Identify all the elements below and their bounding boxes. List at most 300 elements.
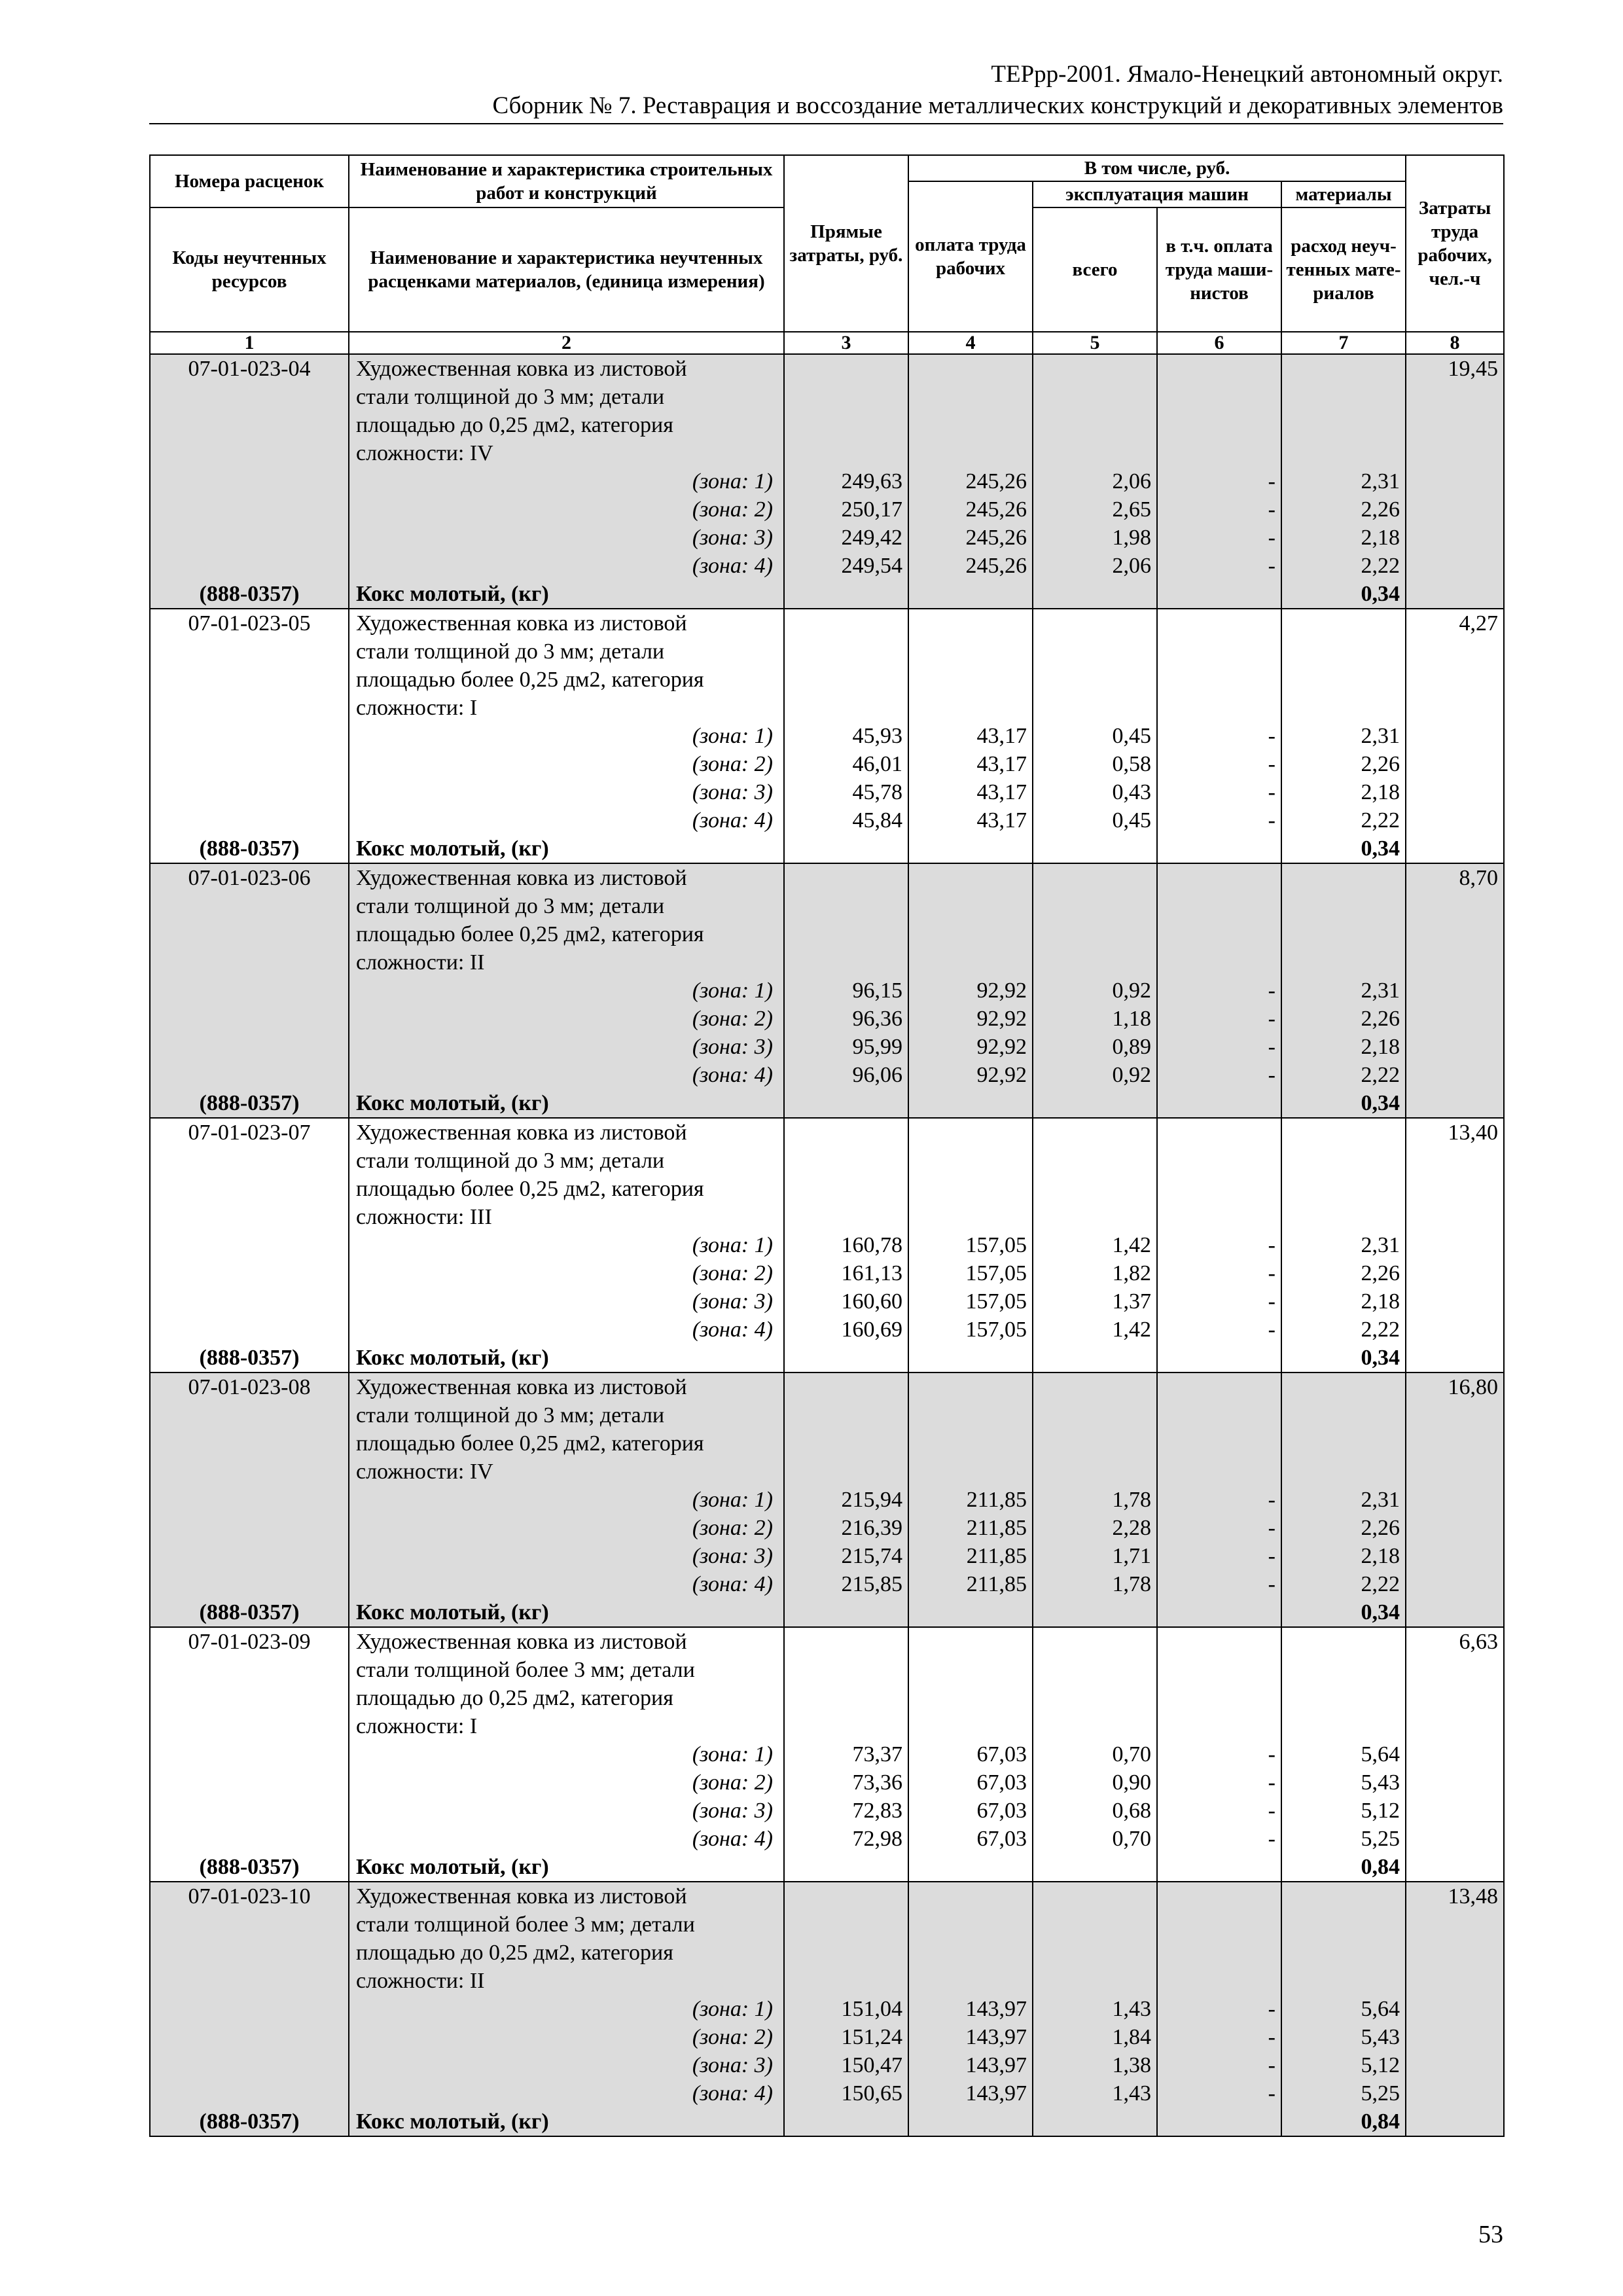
th-materialy: материалы xyxy=(1281,181,1406,207)
wages-cell xyxy=(908,354,1033,609)
description-line: стали толщиной более 3 мм; детали xyxy=(356,1658,695,1682)
direct-cost-value: 215,94 xyxy=(841,1488,902,1512)
spacer xyxy=(156,1147,343,1175)
spacer xyxy=(1287,355,1400,383)
materials-value: 5,43 xyxy=(1361,2025,1400,2049)
machines-total-cell xyxy=(1033,1118,1157,1372)
spacer xyxy=(914,1712,1027,1740)
spacer xyxy=(914,920,1027,948)
operators-wages-value: - xyxy=(1268,724,1275,748)
machines-total-value: 2,06 xyxy=(1112,554,1151,578)
machines-total-value: 1,84 xyxy=(1112,2025,1151,2049)
spacer xyxy=(790,1628,902,1656)
spacer xyxy=(156,778,343,806)
machines-total-value: 0,43 xyxy=(1112,780,1151,804)
direct-cost-value: 46,01 xyxy=(852,752,902,776)
spacer xyxy=(914,1203,1027,1231)
direct-cost-value: 73,36 xyxy=(852,1770,902,1795)
operators-wages-value: - xyxy=(1268,469,1275,493)
description-line: стали толщиной до 3 мм; детали xyxy=(356,385,665,409)
wages-cell xyxy=(908,863,1033,1118)
spacer xyxy=(156,948,343,977)
spacer xyxy=(1039,834,1151,863)
zone-label: (зона: 4) xyxy=(692,2081,773,2106)
operators-wages-cell xyxy=(1157,609,1281,863)
wages-cell xyxy=(908,1372,1033,1627)
machines-total-cell xyxy=(1033,354,1157,609)
spacer xyxy=(156,1486,343,1514)
running-header-line2: Сборник № 7. Реставрация и воссоздание металлических конструкций и декоративных элементов xyxy=(492,92,1503,119)
resource-qty: 0,84 xyxy=(1361,2109,1400,2134)
th-vtom: В том числе, руб. xyxy=(908,155,1406,181)
col-num: 8 xyxy=(1406,332,1504,354)
materials-value: 2,22 xyxy=(1361,554,1400,578)
description-line: сложности: IV xyxy=(356,1460,493,1484)
wages-value: 245,26 xyxy=(965,497,1027,522)
spacer xyxy=(1039,864,1151,892)
spacer xyxy=(914,411,1027,439)
materials-value: 2,22 xyxy=(1361,1063,1400,1087)
spacer xyxy=(914,1119,1027,1147)
spacer xyxy=(914,439,1027,467)
direct-cost-value: 45,93 xyxy=(852,724,902,748)
zone-label: (зона: 3) xyxy=(692,526,773,550)
materials-cell xyxy=(1281,354,1406,609)
spacer xyxy=(1039,580,1151,608)
spacer xyxy=(1163,1628,1275,1656)
wages-value: 245,26 xyxy=(965,554,1027,578)
spacer xyxy=(1287,1656,1400,1684)
operators-wages-value: - xyxy=(1268,526,1275,550)
resource-name: Кокс молотый, (кг) xyxy=(356,1600,549,1624)
wages-cell xyxy=(908,1882,1033,2136)
wages-value: 211,85 xyxy=(966,1572,1027,1596)
spacer xyxy=(790,609,902,637)
spacer xyxy=(156,1995,343,2023)
rate-code: 07-01-023-07 xyxy=(188,1121,311,1145)
resource-code: (888-0357) xyxy=(199,1600,300,1624)
operators-wages-value: - xyxy=(1268,1572,1275,1596)
spacer xyxy=(914,948,1027,977)
zone-label: (зона: 2) xyxy=(692,1516,773,1540)
description-line: площадью более 0,25 дм2, категория xyxy=(356,1177,704,1201)
labor-cell xyxy=(1406,609,1504,863)
spacer xyxy=(156,1740,343,1768)
machines-total-value: 2,28 xyxy=(1112,1516,1151,1540)
spacer xyxy=(1039,1656,1151,1684)
spacer xyxy=(156,977,343,1005)
description-cell xyxy=(349,863,784,1118)
spacer xyxy=(1287,1147,1400,1175)
materials-value: 2,31 xyxy=(1361,469,1400,493)
operators-wages-cell xyxy=(1157,1372,1281,1627)
spacer xyxy=(790,1853,902,1881)
spacer xyxy=(790,834,902,863)
spacer xyxy=(790,439,902,467)
spacer xyxy=(1163,2108,1275,2136)
operators-wages-value: - xyxy=(1268,1035,1275,1059)
description-line: стали толщиной более 3 мм; детали xyxy=(356,1912,695,1937)
th-kody: Коды неучтенных ресурсов xyxy=(150,207,349,332)
direct-cost-value: 161,13 xyxy=(841,1261,902,1285)
description-line: стали толщиной до 3 мм; детали xyxy=(356,639,665,664)
wages-cell xyxy=(908,1118,1033,1372)
description-line: сложности: I xyxy=(356,1714,478,1738)
spacer xyxy=(914,1684,1027,1712)
zone-label: (зона: 2) xyxy=(692,1261,773,1285)
operators-wages-value: - xyxy=(1268,978,1275,1003)
spacer xyxy=(156,1967,343,1995)
spacer xyxy=(156,1542,343,1570)
th-naim2: Наименование и характеристика неучтенных расценками материалов, (единица измерения) xyxy=(349,207,784,332)
wages-value: 157,05 xyxy=(965,1289,1027,1314)
wages-value: 67,03 xyxy=(976,1770,1027,1795)
zone-label: (зона: 2) xyxy=(692,497,773,522)
spacer xyxy=(914,892,1027,920)
spacer xyxy=(156,750,343,778)
zone-label: (зона: 1) xyxy=(692,1742,773,1767)
rate-code: 07-01-023-05 xyxy=(188,611,311,636)
spacer xyxy=(156,1797,343,1825)
operators-wages-value: - xyxy=(1268,1318,1275,1342)
materials-cell xyxy=(1281,1372,1406,1627)
spacer xyxy=(790,1147,902,1175)
spacer xyxy=(1039,2108,1151,2136)
wages-value: 92,92 xyxy=(976,1007,1027,1031)
spacer xyxy=(156,495,343,524)
spacer xyxy=(156,1825,343,1853)
machines-total-value: 1,42 xyxy=(1112,1233,1151,1257)
spacer xyxy=(1287,1175,1400,1203)
spacer xyxy=(1039,666,1151,694)
direct-cost-value: 250,17 xyxy=(841,497,902,522)
spacer xyxy=(156,1458,343,1486)
labor-value: 16,80 xyxy=(1448,1375,1499,1399)
spacer xyxy=(1039,1910,1151,1939)
operators-wages-value: - xyxy=(1268,1742,1275,1767)
th-oplata: оплата труда рабочих xyxy=(908,181,1033,332)
wages-value: 143,97 xyxy=(965,1997,1027,2021)
spacer xyxy=(1163,609,1275,637)
zone-label: (зона: 4) xyxy=(692,554,773,578)
direct-cost-cell xyxy=(784,1372,908,1627)
operators-wages-cell xyxy=(1157,354,1281,609)
spacer xyxy=(156,1287,343,1316)
spacer xyxy=(790,580,902,608)
labor-cell xyxy=(1406,1372,1504,1627)
machines-total-value: 0,92 xyxy=(1112,1063,1151,1087)
rate-code: 07-01-023-09 xyxy=(188,1630,311,1654)
spacer xyxy=(1287,1458,1400,1486)
machines-total-value: 1,98 xyxy=(1112,526,1151,550)
description-line: сложности: IV xyxy=(356,441,493,465)
operators-wages-value: - xyxy=(1268,1233,1275,1257)
materials-cell xyxy=(1281,1627,1406,1882)
code-cell xyxy=(150,609,349,863)
spacer xyxy=(914,383,1027,411)
direct-cost-value: 95,99 xyxy=(852,1035,902,1059)
spacer xyxy=(1163,1373,1275,1401)
spacer xyxy=(1163,1175,1275,1203)
col-num: 6 xyxy=(1157,332,1281,354)
spacer xyxy=(914,355,1027,383)
spacer xyxy=(1287,892,1400,920)
spacer xyxy=(1163,1853,1275,1881)
spacer xyxy=(1163,383,1275,411)
labor-cell xyxy=(1406,1627,1504,1882)
wages-value: 67,03 xyxy=(976,1799,1027,1823)
wages-value: 67,03 xyxy=(976,1742,1027,1767)
col-num: 2 xyxy=(349,332,784,354)
spacer xyxy=(1163,1344,1275,1372)
spacer xyxy=(156,1656,343,1684)
rate-code: 07-01-023-08 xyxy=(188,1375,311,1399)
direct-cost-cell xyxy=(784,1118,908,1372)
operators-wages-value: - xyxy=(1268,1516,1275,1540)
wages-cell xyxy=(908,609,1033,863)
spacer xyxy=(790,1458,902,1486)
code-cell xyxy=(150,1882,349,2136)
wages-value: 157,05 xyxy=(965,1318,1027,1342)
spacer xyxy=(790,1203,902,1231)
description-cell xyxy=(349,1627,784,1882)
machines-total-value: 0,90 xyxy=(1112,1770,1151,1795)
spacer xyxy=(790,1910,902,1939)
spacer xyxy=(790,1344,902,1372)
zone-label: (зона: 4) xyxy=(692,1827,773,1851)
spacer xyxy=(914,1344,1027,1372)
wages-value: 43,17 xyxy=(976,724,1027,748)
direct-cost-value: 45,78 xyxy=(852,780,902,804)
resource-qty: 0,84 xyxy=(1361,1855,1400,1879)
labor-cell xyxy=(1406,354,1504,609)
materials-value: 2,31 xyxy=(1361,724,1400,748)
zone-label: (зона: 1) xyxy=(692,978,773,1003)
spacer xyxy=(1163,1089,1275,1117)
direct-cost-value: 215,74 xyxy=(841,1544,902,1568)
table-body xyxy=(150,354,1504,2136)
zone-label: (зона: 1) xyxy=(692,1488,773,1512)
spacer xyxy=(1287,1401,1400,1429)
spacer xyxy=(1039,411,1151,439)
direct-cost-value: 216,39 xyxy=(841,1516,902,1540)
operators-wages-value: - xyxy=(1268,1261,1275,1285)
spacer xyxy=(1287,1967,1400,1995)
spacer xyxy=(1039,1882,1151,1910)
materials-value: 2,18 xyxy=(1361,1289,1400,1314)
spacer xyxy=(790,1089,902,1117)
materials-cell xyxy=(1281,1118,1406,1372)
direct-cost-value: 249,42 xyxy=(841,526,902,550)
spacer xyxy=(1039,1458,1151,1486)
rate-code: 07-01-023-06 xyxy=(188,866,311,890)
materials-value: 2,18 xyxy=(1361,780,1400,804)
spacer xyxy=(1039,1147,1151,1175)
code-cell xyxy=(150,863,349,1118)
operators-wages-value: - xyxy=(1268,1997,1275,2021)
spacer xyxy=(1039,637,1151,666)
spacer xyxy=(1163,439,1275,467)
operators-wages-value: - xyxy=(1268,1827,1275,1851)
rate-code: 07-01-023-10 xyxy=(188,1884,311,1909)
direct-cost-cell xyxy=(784,1882,908,2136)
spacer xyxy=(1287,1429,1400,1458)
spacer xyxy=(1163,694,1275,722)
spacer xyxy=(1287,1882,1400,1910)
wages-value: 157,05 xyxy=(965,1261,1027,1285)
zone-label: (зона: 4) xyxy=(692,1318,773,1342)
spacer xyxy=(156,1033,343,1061)
operators-wages-cell xyxy=(1157,1627,1281,1882)
zone-label: (зона: 2) xyxy=(692,752,773,776)
direct-cost-value: 96,36 xyxy=(852,1007,902,1031)
spacer xyxy=(914,1939,1027,1967)
resource-name: Кокс молотый, (кг) xyxy=(356,2109,549,2134)
direct-cost-value: 150,65 xyxy=(841,2081,902,2106)
description-line: сложности: II xyxy=(356,950,485,975)
machines-total-value: 1,37 xyxy=(1112,1289,1151,1314)
spacer xyxy=(156,2023,343,2051)
materials-cell xyxy=(1281,863,1406,1118)
resource-code: (888-0357) xyxy=(199,1091,300,1115)
machines-total-value: 1,82 xyxy=(1112,1261,1151,1285)
resource-qty: 0,34 xyxy=(1361,1346,1400,1370)
spacer xyxy=(1163,637,1275,666)
spacer xyxy=(156,1429,343,1458)
zone-label: (зона: 3) xyxy=(692,2053,773,2077)
zone-label: (зона: 2) xyxy=(692,1007,773,1031)
rate-row xyxy=(150,354,1504,609)
materials-value: 5,25 xyxy=(1361,1827,1400,1851)
machines-total-cell xyxy=(1033,1882,1157,2136)
description-line: площадью до 0,25 дм2, категория xyxy=(356,1686,673,1710)
zone-label: (зона: 4) xyxy=(692,808,773,833)
th-vtch: в т.ч. оплата труда маши-нистов xyxy=(1157,207,1281,332)
spacer xyxy=(156,892,343,920)
labor-value: 4,27 xyxy=(1459,611,1499,636)
spacer xyxy=(790,1598,902,1626)
spacer xyxy=(790,1175,902,1203)
spacer xyxy=(1039,1684,1151,1712)
col-num: 5 xyxy=(1033,332,1157,354)
code-cell xyxy=(150,1627,349,1882)
spacer xyxy=(1287,1712,1400,1740)
description-line: Художественная ковка из листовой xyxy=(356,866,687,890)
spacer xyxy=(790,637,902,666)
spacer xyxy=(914,666,1027,694)
spacer xyxy=(914,1598,1027,1626)
machines-total-value: 0,89 xyxy=(1112,1035,1151,1059)
machines-total-value: 1,38 xyxy=(1112,2053,1151,2077)
rate-row xyxy=(150,863,1504,1118)
machines-total-value: 1,71 xyxy=(1112,1544,1151,1568)
description-line: Художественная ковка из листовой xyxy=(356,1630,687,1654)
spacer xyxy=(1287,1119,1400,1147)
resource-code: (888-0357) xyxy=(199,1855,300,1879)
spacer xyxy=(1039,1853,1151,1881)
description-line: сложности: I xyxy=(356,696,478,720)
spacer xyxy=(156,666,343,694)
wages-value: 143,97 xyxy=(965,2081,1027,2106)
operators-wages-cell xyxy=(1157,1118,1281,1372)
rate-row xyxy=(150,1372,1504,1627)
direct-cost-cell xyxy=(784,609,908,863)
description-line: сложности: II xyxy=(356,1969,485,1993)
machines-total-value: 0,70 xyxy=(1112,1827,1151,1851)
machines-total-value: 0,58 xyxy=(1112,752,1151,776)
materials-value: 2,26 xyxy=(1361,497,1400,522)
direct-cost-value: 160,69 xyxy=(841,1318,902,1342)
spacer xyxy=(1039,1119,1151,1147)
spacer xyxy=(1287,383,1400,411)
description-cell xyxy=(349,1118,784,1372)
direct-cost-value: 151,04 xyxy=(841,1997,902,2021)
zone-label: (зона: 1) xyxy=(692,469,773,493)
description-line: Художественная ковка из листовой xyxy=(356,1375,687,1399)
spacer xyxy=(790,355,902,383)
resource-qty: 0,34 xyxy=(1361,836,1400,861)
materials-value: 2,26 xyxy=(1361,1007,1400,1031)
description-line: площадью до 0,25 дм2, категория xyxy=(356,413,673,437)
wages-value: 245,26 xyxy=(965,469,1027,493)
spacer xyxy=(1163,1401,1275,1429)
rate-row xyxy=(150,1118,1504,1372)
spacer xyxy=(790,1967,902,1995)
spacer xyxy=(156,694,343,722)
spacer xyxy=(1163,834,1275,863)
spacer xyxy=(790,383,902,411)
spacer xyxy=(1163,1910,1275,1939)
spacer xyxy=(1039,1939,1151,1967)
spacer xyxy=(790,1656,902,1684)
direct-cost-value: 160,60 xyxy=(841,1289,902,1314)
wages-value: 43,17 xyxy=(976,808,1027,833)
machines-total-cell xyxy=(1033,863,1157,1118)
direct-cost-value: 150,47 xyxy=(841,2053,902,2077)
spacer xyxy=(1163,1203,1275,1231)
spacer xyxy=(790,1429,902,1458)
description-line: Художественная ковка из листовой xyxy=(356,611,687,636)
spacer xyxy=(914,834,1027,863)
spacer xyxy=(1163,355,1275,383)
price-table xyxy=(149,154,1505,2137)
rate-code: 07-01-023-04 xyxy=(188,357,311,381)
direct-cost-value: 45,84 xyxy=(852,808,902,833)
spacer xyxy=(1163,948,1275,977)
description-line: стали толщиной до 3 мм; детали xyxy=(356,1149,665,1173)
col-num: 3 xyxy=(784,332,908,354)
spacer xyxy=(156,1231,343,1259)
resource-code: (888-0357) xyxy=(199,836,300,861)
th-pryamye: Прямые затраты, руб. xyxy=(784,155,908,332)
spacer xyxy=(1287,1373,1400,1401)
spacer xyxy=(156,1005,343,1033)
machines-total-value: 0,68 xyxy=(1112,1799,1151,1823)
description-line: площадью более 0,25 дм2, категория xyxy=(356,1431,704,1456)
spacer xyxy=(790,2108,902,2136)
description-line: сложности: III xyxy=(356,1205,492,1229)
machines-total-value: 2,65 xyxy=(1112,497,1151,522)
direct-cost-value: 96,06 xyxy=(852,1063,902,1087)
spacer xyxy=(914,1882,1027,1910)
spacer xyxy=(1163,1882,1275,1910)
col-num: 1 xyxy=(150,332,349,354)
spacer xyxy=(1039,1373,1151,1401)
spacer xyxy=(156,1712,343,1740)
direct-cost-value: 73,37 xyxy=(852,1742,902,1767)
machines-total-value: 2,06 xyxy=(1112,469,1151,493)
direct-cost-value: 249,54 xyxy=(841,554,902,578)
